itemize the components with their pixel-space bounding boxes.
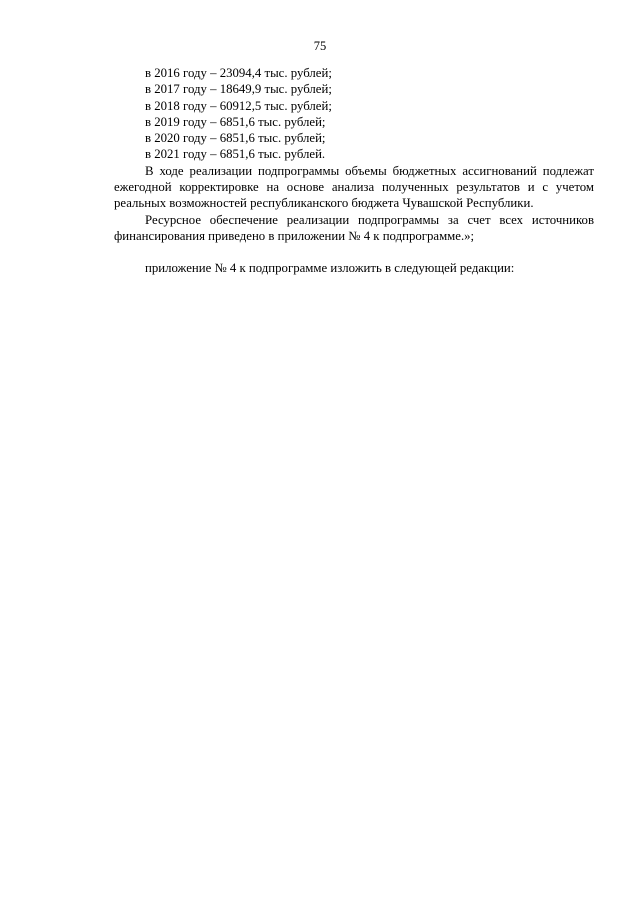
funding-year-item: в 2017 году – 18649,9 тыс. рублей; (145, 82, 332, 97)
document-body (114, 65, 594, 277)
funding-by-year-list (114, 65, 594, 163)
funding-year-item: в 2020 году – 6851,6 тыс. рублей; (145, 131, 326, 146)
funding-year-item: в 2019 году – 6851,6 тыс. рублей; (145, 114, 326, 129)
paragraph-spacer (114, 244, 594, 260)
appendix-instruction-paragraph: приложение № 4 к подпрограмме изложить в следующей редакции: (145, 261, 515, 276)
resource-provision-paragraph: Ресурсное обеспечение реализации подпрограммы за счет всех источников финансирования приведено в приложении № 4 к подпрограмме.»; (114, 212, 594, 243)
budget-adjustment-paragraph: В ходе реализации подпрограммы объемы бюджетных ассигнований подлежат ежегодной корректировке на основе анализа полученных результатов и с учетом реальных возможностей республиканского бюджета Чувашской Республики. (114, 163, 594, 211)
page-number: 75 (313, 39, 327, 53)
funding-year-item: в 2018 году – 60912,5 тыс. рублей; (145, 98, 332, 113)
funding-year-item: в 2021 году – 6851,6 тыс. рублей. (145, 147, 326, 162)
funding-year-item: в 2016 году – 23094,4 тыс. рублей; (145, 66, 332, 80)
